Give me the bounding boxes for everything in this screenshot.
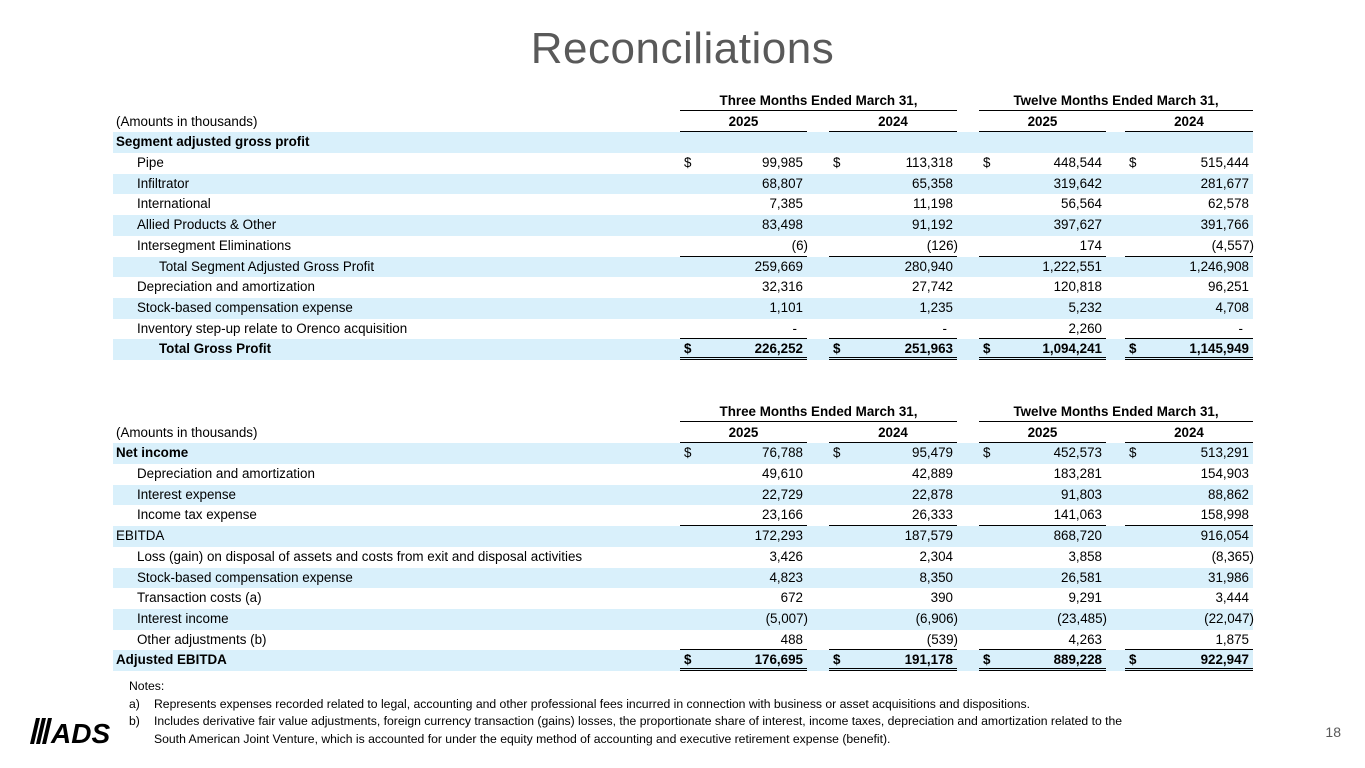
currency-symbol: $ (684, 341, 692, 357)
cell-value: 4,708 (1215, 299, 1249, 315)
table-row (113, 298, 1253, 319)
currency-symbol: $ (1129, 341, 1137, 357)
row-label: Infiltrator (137, 175, 190, 191)
cell-value: 1,094,241 (1042, 341, 1102, 357)
cell-value: 397,627 (1053, 217, 1102, 233)
currency-symbol: $ (983, 652, 991, 668)
currency-symbol: $ (684, 155, 692, 171)
group-header-twelve-months: Twelve Months Ended March 31, (979, 402, 1253, 422)
note-text: Represents expenses recorded related to legal, accounting and other professional fees incurred in connection with business or asset acquisitions and dispositions. (154, 696, 1030, 711)
cell-value: - (1238, 320, 1243, 336)
cell-value: 1,101 (769, 299, 803, 315)
table-row (113, 153, 1253, 174)
table-row (113, 609, 1253, 630)
currency-symbol: $ (684, 445, 692, 461)
row-label: Other adjustments (b) (137, 631, 267, 647)
table-row (113, 236, 1253, 257)
currency-symbol: $ (833, 445, 841, 461)
table-group-header-row (113, 91, 1253, 112)
cell-value: 390 (930, 590, 953, 606)
row-label: Income tax expense (137, 507, 257, 523)
table-row (113, 132, 1253, 153)
cell-value: 96,251 (1208, 279, 1249, 295)
table-row (113, 650, 1253, 671)
cell-value: 141,063 (1053, 507, 1102, 523)
cell-value: 22,878 (912, 486, 953, 502)
currency-symbol: $ (833, 341, 841, 357)
cell-value: (6,906) (915, 610, 958, 626)
table-row (113, 568, 1253, 589)
table-row (113, 174, 1253, 195)
cell-value: 5,232 (1068, 299, 1102, 315)
cell-value: 22,729 (762, 486, 803, 502)
cell-value: 1,246,908 (1189, 258, 1249, 274)
currency-symbol: $ (684, 652, 692, 668)
cell-value: 448,544 (1053, 155, 1102, 171)
cell-value: 91,803 (1061, 486, 1102, 502)
page-number: 18 (1325, 724, 1341, 740)
cell-value: 488 (780, 631, 803, 647)
cell-value: 95,479 (912, 445, 953, 461)
cell-value: 174 (1079, 237, 1102, 253)
cell-value: 62,578 (1208, 196, 1249, 212)
cell-value: 513,291 (1200, 445, 1249, 461)
note-item (129, 713, 1129, 748)
table-group-header-row (113, 402, 1253, 423)
table-row (113, 194, 1253, 215)
year-header: 2024 (829, 423, 957, 444)
cell-value: 154,903 (1200, 466, 1249, 482)
cell-value: 31,986 (1208, 569, 1249, 585)
currency-symbol: $ (983, 341, 991, 357)
row-label: Stock-based compensation expense (137, 299, 353, 315)
cell-value: 65,358 (912, 175, 953, 191)
cell-value: 42,889 (912, 466, 953, 482)
note-item (129, 696, 1129, 714)
cell-value: 27,742 (912, 279, 953, 295)
row-label: Total Gross Profit (159, 341, 272, 357)
row-label: Pipe (137, 155, 164, 171)
group-header-twelve-months: Twelve Months Ended March 31, (979, 91, 1253, 111)
cell-value: 49,610 (762, 466, 803, 482)
cell-value: (23,485) (1057, 610, 1107, 626)
cell-value: 4,263 (1068, 631, 1102, 647)
cell-value: 8,350 (919, 569, 953, 585)
year-header: 2025 (680, 112, 807, 133)
table-year-header-row (113, 112, 1253, 133)
year-header: 2025 (979, 112, 1106, 133)
cell-value: 1,145,949 (1189, 341, 1249, 357)
cell-value: 2,304 (919, 548, 953, 564)
cell-value: 3,444 (1215, 590, 1249, 606)
ads-logo-icon (30, 716, 118, 746)
table-year-header-row (113, 423, 1253, 444)
row-label: International (137, 196, 211, 212)
table-row (113, 630, 1253, 651)
year-header: 2025 (680, 423, 807, 444)
cell-value: 99,985 (762, 155, 803, 171)
currency-symbol: $ (1129, 445, 1137, 461)
cell-value: 191,178 (904, 652, 953, 668)
row-label: Interest expense (137, 486, 237, 502)
cell-value: 251,963 (904, 341, 953, 357)
row-label: Stock-based compensation expense (137, 569, 353, 585)
adjusted-ebitda-table (113, 402, 1253, 671)
cell-value: (6) (791, 237, 808, 253)
cell-value: (4,557) (1211, 237, 1254, 253)
cell-value: (539) (926, 631, 958, 647)
table-row (113, 277, 1253, 298)
cell-value: 391,766 (1200, 217, 1249, 233)
row-label: Adjusted EBITDA (116, 652, 227, 668)
cell-value: (22,047) (1204, 610, 1254, 626)
cell-value: 3,426 (769, 548, 803, 564)
table-row (113, 319, 1253, 340)
cell-value: 226,252 (754, 341, 803, 357)
cell-value: 26,581 (1061, 569, 1102, 585)
row-label: Allied Products & Other (137, 217, 277, 233)
table-row (113, 505, 1253, 526)
cell-value: 113,318 (905, 155, 953, 171)
cell-value: 158,998 (1200, 507, 1249, 523)
amounts-label: (Amounts in thousands) (116, 113, 258, 129)
row-label: Depreciation and amortization (137, 279, 315, 295)
table-row (113, 547, 1253, 568)
row-label: Transaction costs (a) (137, 590, 262, 606)
cell-value: 515,444 (1200, 155, 1249, 171)
cell-value: 68,807 (762, 175, 803, 191)
year-header: 2024 (1125, 423, 1253, 444)
row-label: Net income (116, 445, 189, 461)
row-label: Segment adjusted gross profit (116, 134, 310, 150)
year-header: 2025 (979, 423, 1106, 444)
cell-value: 120,818 (1053, 279, 1102, 295)
table-row (113, 588, 1253, 609)
year-header: 2024 (829, 112, 957, 133)
row-label: Loss (gain) on disposal of assets and costs from exit and disposal activities (137, 548, 583, 564)
table-row (113, 257, 1253, 278)
cell-value: 3,858 (1068, 548, 1102, 564)
cell-value: 7,385 (769, 196, 803, 212)
cell-value: (5,007) (765, 610, 808, 626)
table-row (113, 526, 1253, 547)
row-label: Total Segment Adjusted Gross Profit (159, 258, 375, 274)
group-header-three-months: Three Months Ended March 31, (680, 402, 957, 422)
cell-value: 88,862 (1208, 486, 1249, 502)
cell-value: 1,875 (1215, 631, 1249, 647)
cell-value: 1,222,551 (1042, 258, 1102, 274)
cell-value: 91,192 (912, 217, 953, 233)
row-label: EBITDA (116, 528, 165, 544)
currency-symbol: $ (983, 155, 991, 171)
currency-symbol: $ (983, 445, 991, 461)
cell-value: 183,281 (1053, 466, 1102, 482)
cell-value: 32,316 (762, 279, 803, 295)
cell-value: 319,642 (1053, 175, 1102, 191)
cell-value: 452,573 (1053, 445, 1102, 461)
cell-value: (126) (926, 237, 958, 253)
currency-symbol: $ (833, 155, 841, 171)
note-marker: a) (129, 696, 140, 711)
cell-value: (8,365) (1211, 548, 1254, 564)
logo-text: ADS (51, 718, 111, 746)
cell-value: 889,228 (1053, 652, 1102, 668)
cell-value: 280,940 (904, 258, 953, 274)
cell-value: 187,579 (904, 528, 953, 544)
table-row (113, 443, 1253, 464)
amounts-label: (Amounts in thousands) (116, 424, 258, 440)
cell-value: 281,677 (1200, 175, 1249, 191)
table-row (113, 339, 1253, 360)
note-marker: b) (129, 714, 140, 728)
currency-symbol: $ (1129, 155, 1137, 171)
cell-value: 56,564 (1061, 196, 1102, 212)
cell-value: 868,720 (1053, 528, 1102, 544)
cell-value: 9,291 (1068, 590, 1102, 606)
cell-value: 2,260 (1068, 320, 1102, 336)
notes-section (129, 678, 1129, 748)
ads-logo (30, 716, 118, 746)
group-header-three-months: Three Months Ended March 31, (680, 91, 957, 111)
cell-value: 26,333 (912, 507, 953, 523)
year-header: 2024 (1125, 112, 1253, 133)
cell-value: 83,498 (762, 217, 803, 233)
cell-value: 176,695 (754, 652, 803, 668)
cell-value: 672 (780, 590, 803, 606)
cell-value: 1,235 (919, 299, 953, 315)
page-title: Reconciliations (530, 24, 835, 73)
cell-value: 259,669 (754, 258, 803, 274)
currency-symbol: $ (833, 652, 841, 668)
cell-value: 916,054 (1200, 528, 1249, 544)
note-text: Includes derivative fair value adjustments, foreign currency transaction (gains) losses, the proportionate share of interest, income taxes, depreciation and amortization related to the South American Joint Venture, which is accounted for under the equity method of accounting and executive retirement expense (benefit). (154, 714, 1123, 746)
cell-value: - (942, 320, 947, 336)
cell-value: 4,823 (769, 569, 803, 585)
notes-heading: Notes: (129, 679, 165, 693)
cell-value: - (792, 320, 797, 336)
cell-value: 922,947 (1200, 652, 1249, 668)
row-label: Intersegment Eliminations (137, 237, 292, 253)
currency-symbol: $ (1129, 652, 1137, 668)
cell-value: 23,166 (762, 507, 803, 523)
cell-value: 172,293 (754, 528, 803, 544)
table-row (113, 215, 1253, 236)
table-row (113, 464, 1253, 485)
cell-value: 76,788 (762, 445, 803, 461)
table-row (113, 485, 1253, 506)
cell-value: 11,198 (913, 196, 953, 212)
row-label: Inventory step-up relate to Orenco acquisition (137, 320, 408, 336)
gross-profit-table (113, 91, 1253, 360)
row-label: Interest income (137, 610, 229, 626)
row-label: Depreciation and amortization (137, 466, 315, 482)
